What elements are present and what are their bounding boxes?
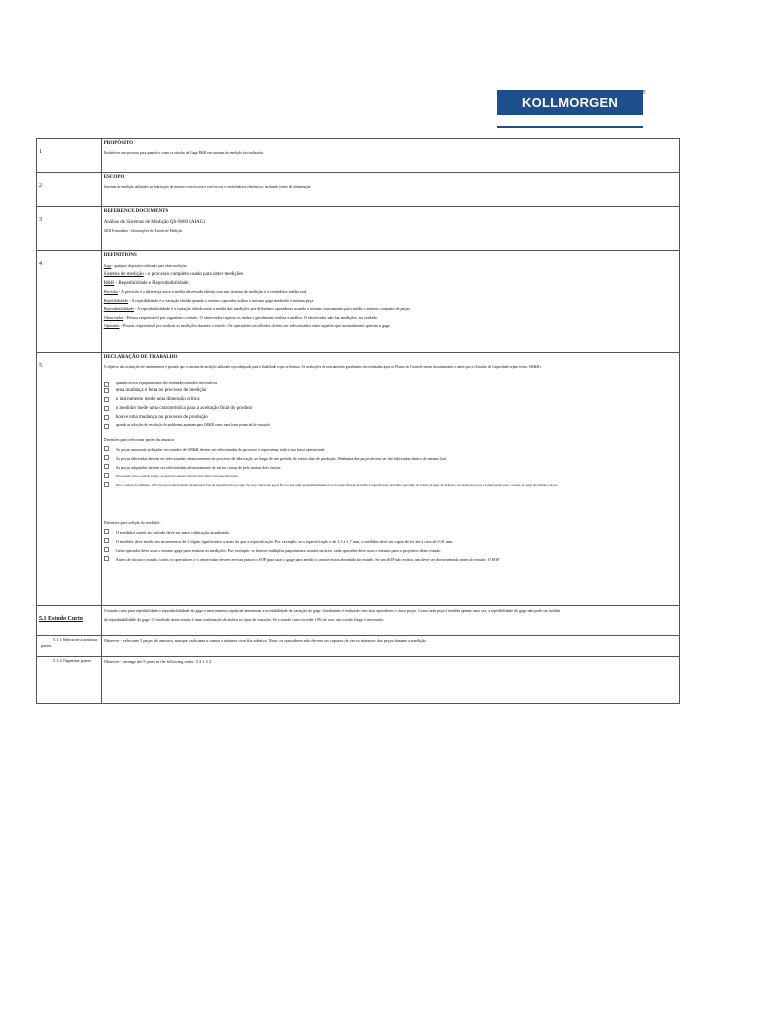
- definition-text: - Repetibilidade e Reprodutibilidade: [114, 280, 189, 286]
- definition-item: [104, 280, 677, 289]
- definition-text: - Pessoa responsável por realizar as medições durante o estudo. Os operadores escolhidos devem ser selecionados entre aqueles que normalmente operam o gage.: [119, 323, 392, 328]
- definition-term: Reprodutibilidade: [103, 306, 134, 311]
- checkbox-bullet-icon: [104, 538, 109, 543]
- section-title: ESCOPO: [103, 175, 125, 180]
- gauge-heading: Diretrizes para seleção do medidor:: [103, 519, 161, 525]
- section-label: 5.1 Estudo Curto: [39, 616, 83, 622]
- list-item: [104, 472, 677, 481]
- section-content: [101, 636, 679, 657]
- list-item-text: Para o estudo de atributos, 10% das peças selecionadas devem estar fora da especificação (ou seja, No Go). Selecione peças No Go que estão generalizadamente fora da especificação próximo à especificação próxima e próximo do estado de gage de atributos. As melhores peças a serem usadas para o estudo do gage de atributos são pe: [115, 482, 558, 487]
- step-label: 5.1.2 Organizar partes: [53, 658, 92, 663]
- definition-item: [104, 297, 677, 306]
- procedure-table: [36, 138, 680, 704]
- registered-mark: ®: [642, 90, 646, 96]
- list-item: [104, 481, 677, 490]
- section-title: PROPÓSITO: [103, 141, 134, 146]
- section-number-text: 4: [39, 261, 42, 267]
- section-number: [37, 353, 102, 606]
- section-content: [101, 139, 679, 173]
- section-row-reference-documents: [37, 207, 680, 251]
- section-title: DEFINITIONS: [103, 253, 137, 258]
- definition-text: - A repetibilidade é a variação obtida quando o mesmo operador utiliza o mesmo gage medindo a mesma peça: [128, 297, 314, 303]
- section-content: [101, 207, 679, 251]
- definition-term: Repetibilidade: [103, 297, 129, 303]
- checkbox-bullet-icon: [104, 529, 109, 534]
- section-body: Observer - selecione 5 peças de amostra, marque cada uma a caneta e número com fita adesiva. Nota: os operadores não devem ser capazes de ver os números das peças durante a medição.: [103, 638, 427, 643]
- checkbox-bullet-icon: [104, 397, 109, 402]
- definition-text: - o processo completo usado para obter medições: [143, 272, 244, 277]
- definition-text: - Pessoa responsável por organizar o estudo. O observador registra os dados e geralmente realiza a análise. O observador não faz medições, na verdade.: [123, 314, 379, 320]
- definition-item: [104, 305, 677, 314]
- definition-item: [104, 322, 677, 331]
- list-item-text: O medidor deve medir em incrementos de 1 dígito significativo a mais do que a especificação. Por exemplo: se a especificação é de 1,3 a 1,7 mm, o medidor deve ser capaz de ler até a casa de 0,01 mm.: [115, 538, 454, 544]
- section-row-estudo-curto: [37, 606, 680, 636]
- list-item-text: As peças fabricadas devem ser selecionadas aleatoriamente do processo de fabricação ao longo de um período de vários dias de produção. Nenhuma das peças devem ser são fabricadas dentro do mesmo lote.: [115, 455, 448, 461]
- definition-item: [104, 271, 677, 280]
- list-item: [104, 454, 677, 463]
- list-item: [104, 463, 677, 472]
- list-item: [104, 395, 677, 404]
- checkbox-bullet-icon: [104, 446, 109, 451]
- section-number-text: 1: [39, 149, 42, 155]
- section-row-selecione-amostra: [37, 636, 680, 657]
- section-row-organizar-partes: [37, 657, 680, 704]
- list-item-text: o instrumento mede uma dimensão crítica: [115, 397, 200, 402]
- list-item: [104, 555, 677, 564]
- reference-line: GRR Formulário - Informações do Estudo de Medição: [103, 229, 183, 233]
- section-content: [101, 251, 679, 353]
- checkbox-bullet-icon: [104, 388, 109, 393]
- section-body: Sistemas de medição utilizados na fabricação de motores com escova e sem escova e controladores eletrônicos, incluindo fontes de alimentação.: [103, 185, 312, 189]
- section-intro: O objetivo das avaliações de instrumentos é garantir que o sistema de medição utilizado seja adequado para a finalidade a que se destina. As avaliações de instrumentos geralmente são realizadas após os Planos de Controle serem documentados e antes que os Estudos de Capacidade sejam feitos. GR&R s: [103, 365, 542, 369]
- logo-underline: [497, 126, 643, 128]
- checkbox-bullet-icon: [104, 464, 109, 469]
- section-number-text: 2: [39, 183, 42, 189]
- definition-text: - A reprodutibilidade é a variação obtida entre a média das medições por diferentes operadores usando o mesmo instrumento para medir o mesmo conjunto de peças.: [133, 306, 411, 311]
- section-body: Estabelecer um processo para quando e como os estudos de Gage R&R em sistemas de medição são realizados.: [103, 151, 264, 155]
- list-item: [104, 528, 677, 537]
- checkbox-bullet-icon: [104, 455, 109, 460]
- definition-item: [104, 288, 677, 297]
- definition-item: [104, 263, 677, 269]
- parts-list: [104, 445, 677, 490]
- step-label: 5.1.1 Selecione a amostra: [53, 637, 98, 642]
- list-item: [104, 537, 677, 546]
- definition-term: Operador: [103, 323, 120, 328]
- section-number: [37, 636, 102, 657]
- parts-heading: Diretrizes para selecionar partes da amostra:: [103, 436, 175, 442]
- section-content: [101, 606, 679, 636]
- list-item: [104, 404, 677, 413]
- checkbox-bullet-icon: [104, 406, 109, 411]
- definition-item: [104, 314, 677, 323]
- checkbox-bullet-icon: [104, 482, 109, 487]
- section-title: DECLARAÇÃO DE TRABALHO: [103, 355, 178, 360]
- section-content: [101, 173, 679, 207]
- section-number: [37, 251, 102, 353]
- section-number: [37, 207, 102, 251]
- section-number-text: 5: [39, 363, 42, 369]
- section-body: Observer - arrange the 5 parts in the following order: 5 3 1 4 2: [103, 659, 211, 664]
- section-row-escopo: [37, 173, 680, 207]
- list-item-text: Antes de iniciar o estudo, todos os operadores e o observador devem revisar juntos o SOP para usar o gage para medir a característica abordada no estudo. Se um SOP não existir, um deve ser documentado antes do estudo. O SOP: [115, 556, 500, 562]
- definition-text: - A precisão é a diferença entre a média observada obtida com um sistema de medição e a verdadeira média real.: [117, 289, 308, 294]
- list-item: [104, 445, 677, 454]
- section-content: [101, 657, 679, 704]
- list-item: [104, 546, 677, 555]
- definition-term: Gage: [103, 264, 112, 268]
- step-label: partes: [41, 643, 52, 648]
- section-number: [37, 606, 102, 636]
- list-item-text: As peças amostrais utilizadas em estudos de GR&R devem ser selecionadas do processo e representar toda a sua faixa operacional.: [115, 446, 326, 452]
- list-item-text: houve uma mudança no processo de produção: [115, 415, 208, 420]
- section-number: [37, 657, 102, 704]
- checkbox-bullet-icon: [104, 415, 109, 420]
- section-title: REFERENCE DOCUMENTS: [103, 209, 169, 214]
- definition-term: Observador: [103, 314, 124, 320]
- definition-term: R&R: [103, 280, 115, 286]
- reference-line: Análise de Sistemas de Medição QS-9000 (AIAG): [103, 220, 206, 225]
- definition-text: - qualquer dispositivo utilizado para obter medições: [111, 264, 187, 268]
- list-item-text: o medidor mede uma característica para a aceitação final do produto: [115, 406, 253, 411]
- section-number: [37, 139, 102, 173]
- gauge-list: [104, 528, 677, 564]
- list-item-text: quando as soluções de resolução de problemas apontam para GR&R como uma fonte potencial de variação: [115, 423, 270, 427]
- list-item: [104, 386, 677, 395]
- list-item-text: Cada operador deve usar o mesmo gage para realizar as medições. Por exemplo: se houver múltiplos paquímetros usados na área, cada operador deve usar o mesmo para o propósito deste estudo.: [115, 547, 442, 553]
- kollmorgen-logo: KOLLMORGEN: [497, 90, 643, 115]
- list-item: [104, 413, 677, 422]
- checkbox-bullet-icon: [104, 473, 109, 478]
- section-number: [37, 173, 102, 207]
- list-item-text: As peças adquiridas devem ser selecionadas aleatoriamente de várias caixas de pelo menos dois envios.: [115, 464, 282, 470]
- checkbox-bullet-icon: [104, 424, 109, 429]
- list-item: [104, 422, 677, 429]
- section-row-definitions: [37, 251, 680, 353]
- list-item-text: uma mudança é feita no processo de medição: [115, 388, 207, 393]
- trigger-list: [104, 422, 677, 429]
- section-row-proposito: [37, 139, 680, 173]
- list-item-text: Para estudo curto e estudo longo, as partes da amostra devem estar dentro das especificações.: [115, 473, 239, 478]
- section-body: da reprodutibilidade do gage. O resultado deste estudo é uma combinação de ambos os tipos de variação. Se o estudo curto exceder 10% de erro, um estudo longo é necessário.: [103, 617, 385, 622]
- checkbox-bullet-icon: [104, 547, 109, 552]
- list-item-text: O medidor usado no estudo deve ter uma calibração atualizada.: [115, 529, 230, 535]
- section-row-declaracao-de-trabalho: [37, 353, 680, 606]
- section-content: [101, 353, 679, 606]
- section-number-text: 3: [39, 217, 42, 223]
- checkbox-bullet-icon: [104, 556, 109, 561]
- definition-term: Sistema de medição: [103, 272, 144, 277]
- definition-term: Precisão: [103, 289, 118, 294]
- list-item-text: quando novos equipamentos são realizados/estudos necessários: [115, 380, 218, 385]
- trigger-list: [104, 386, 677, 422]
- section-body: O estudo curto para repetibilidade e reprodutibilidade do gage é uma maneira rápida de determinar a aceitabilidade da variação do gage. Geralmente é realizado com dois operadores e cinco peças. Como cada peça é medida apenas uma vez, a repetibilidade do gage não pode ser isolada: [103, 608, 561, 613]
